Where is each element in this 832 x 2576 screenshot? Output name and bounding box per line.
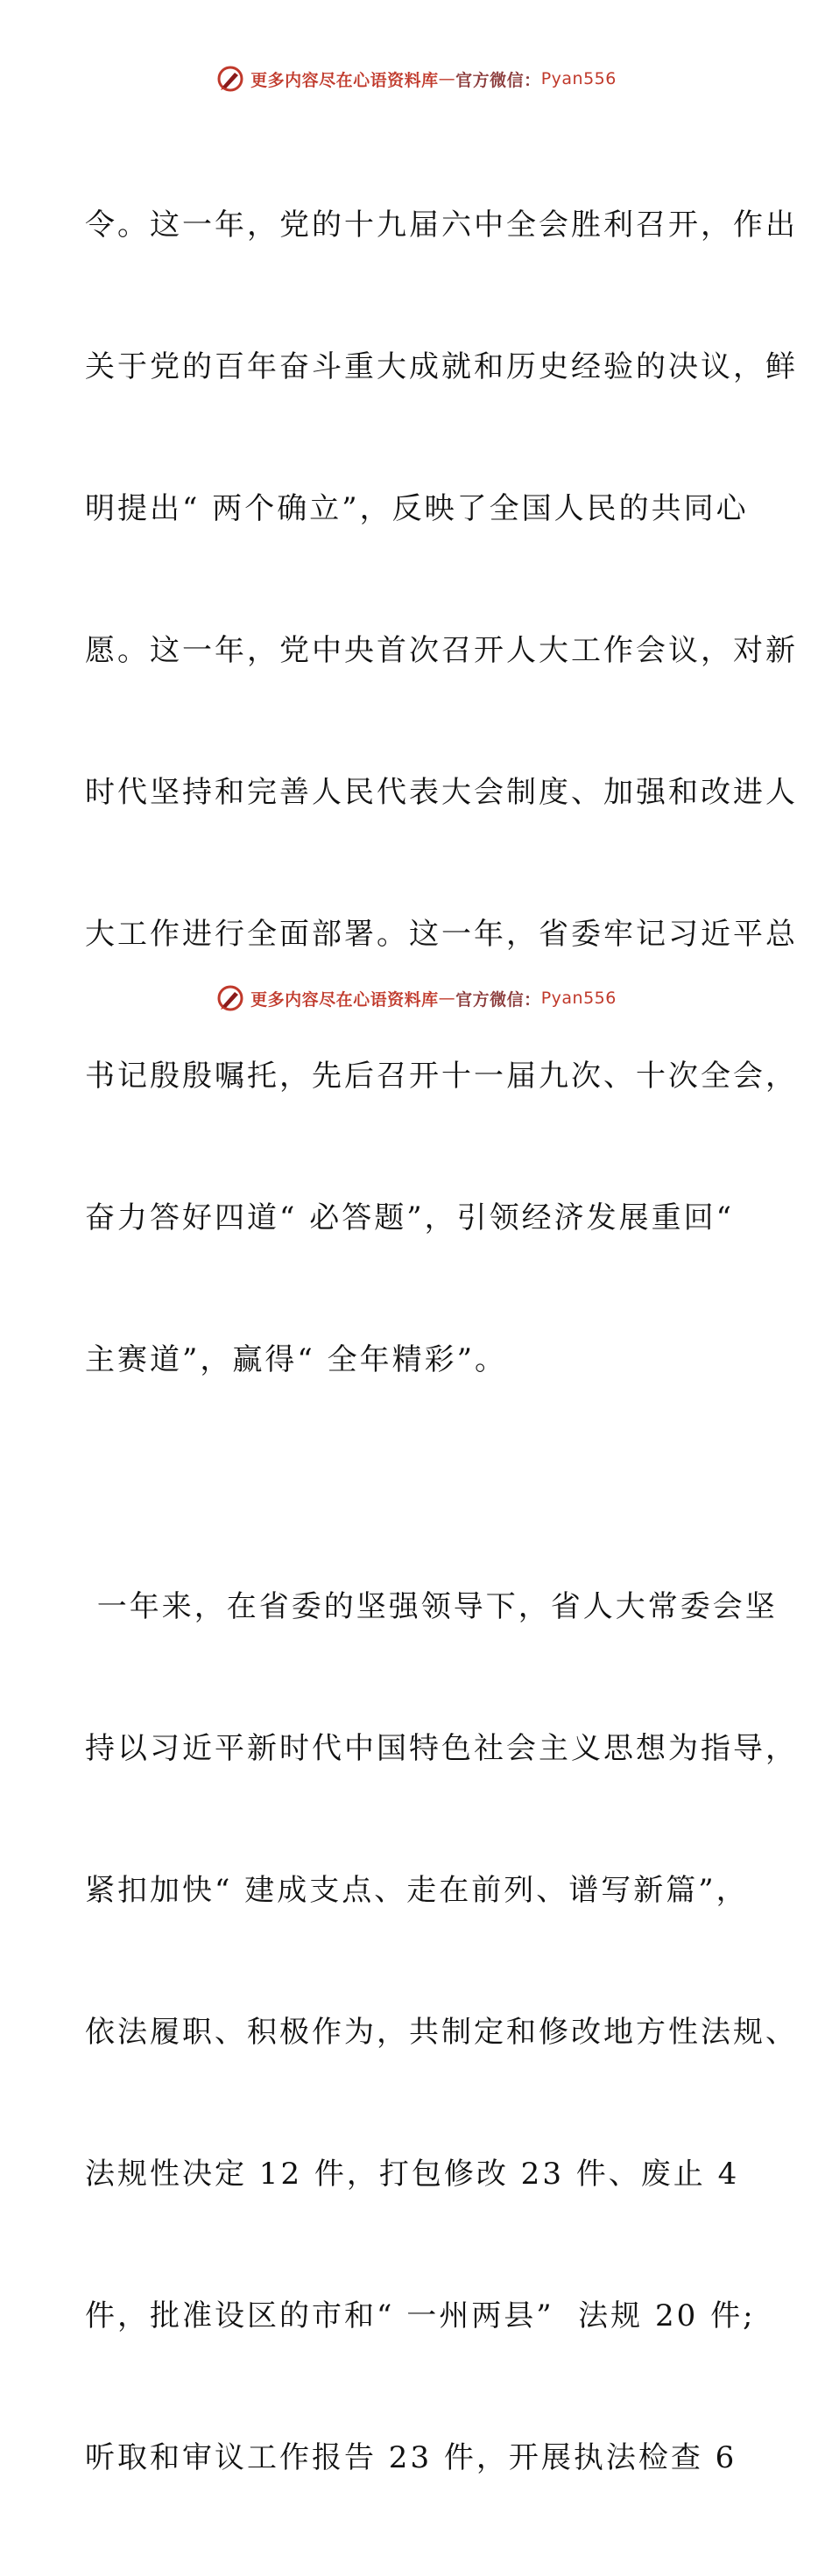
text-line: 法规性决定 12 件，打包修改 23 件、废止 4 bbox=[85, 2157, 740, 2192]
watermark-wechat-label: 官方微信： bbox=[455, 989, 541, 1010]
document-body bbox=[85, 107, 798, 2576]
header-watermark bbox=[0, 61, 832, 96]
text-line: 令。这一年，党的十九届六中全会胜利召开，作出 bbox=[85, 208, 798, 243]
text-line: 一年来，在省委的坚强领导下，省人大常委会坚 bbox=[85, 1589, 778, 1624]
watermark-dash: — bbox=[438, 69, 456, 88]
watermark-wechat-id: Pyan556 bbox=[540, 989, 617, 1008]
text-line: 大工作进行全面部署。这一年，省委牢记习近平总 bbox=[85, 917, 798, 952]
text-line: 关于党的百年奋斗重大成就和历史经验的决议，鲜 bbox=[85, 349, 798, 384]
watermark-wechat-label: 官方微信： bbox=[455, 70, 541, 90]
watermark-brand-text: 更多内容尽在心语资料库 bbox=[250, 989, 439, 1010]
text-line: 紧扣加快“ 建成支点、走在前列、谱写新篇”， bbox=[85, 1873, 749, 1908]
footer-watermark bbox=[0, 981, 832, 1016]
brush-pen-logo-icon bbox=[215, 983, 245, 1013]
text-line: 愿。这一年，党中央首次召开人大工作会议，对新 bbox=[85, 633, 798, 668]
text-line: 持以习近平新时代中国特色社会主义思想为指导， bbox=[85, 1731, 798, 1766]
watermark-brand-text: 更多内容尽在心语资料库 bbox=[250, 70, 439, 90]
text-line: 书记殷殷嘱托，先后召开十一届九次、十次全会， bbox=[85, 1059, 798, 1094]
text-line: 明提出“ 两个确立”，反映了全国人民的共同心 bbox=[85, 491, 749, 526]
text-line: 奋力答好四道“ 必答题”，引领经济发展重回“ bbox=[85, 1200, 734, 1235]
text-line: 依法履职、积极作为，共制定和修改地方性法规、 bbox=[85, 2015, 798, 2050]
paragraph-1 bbox=[85, 107, 798, 1478]
paragraph-2 bbox=[85, 1489, 798, 2576]
text-line: 件，批准设区的市和“ 一州两县” 法规 20 件; bbox=[85, 2298, 756, 2333]
text-line: 听取和审议工作报告 23 件，开展执法检查 6 bbox=[85, 2440, 737, 2475]
text-line: 主赛道”，赢得“ 全年精彩”。 bbox=[85, 1342, 507, 1377]
brush-pen-logo-icon bbox=[215, 64, 245, 94]
watermark-wechat-id: Pyan556 bbox=[540, 69, 617, 88]
watermark-dash: — bbox=[438, 989, 456, 1008]
text-line: 时代坚持和完善人民代表大会制度、加强和改进人 bbox=[85, 775, 798, 810]
